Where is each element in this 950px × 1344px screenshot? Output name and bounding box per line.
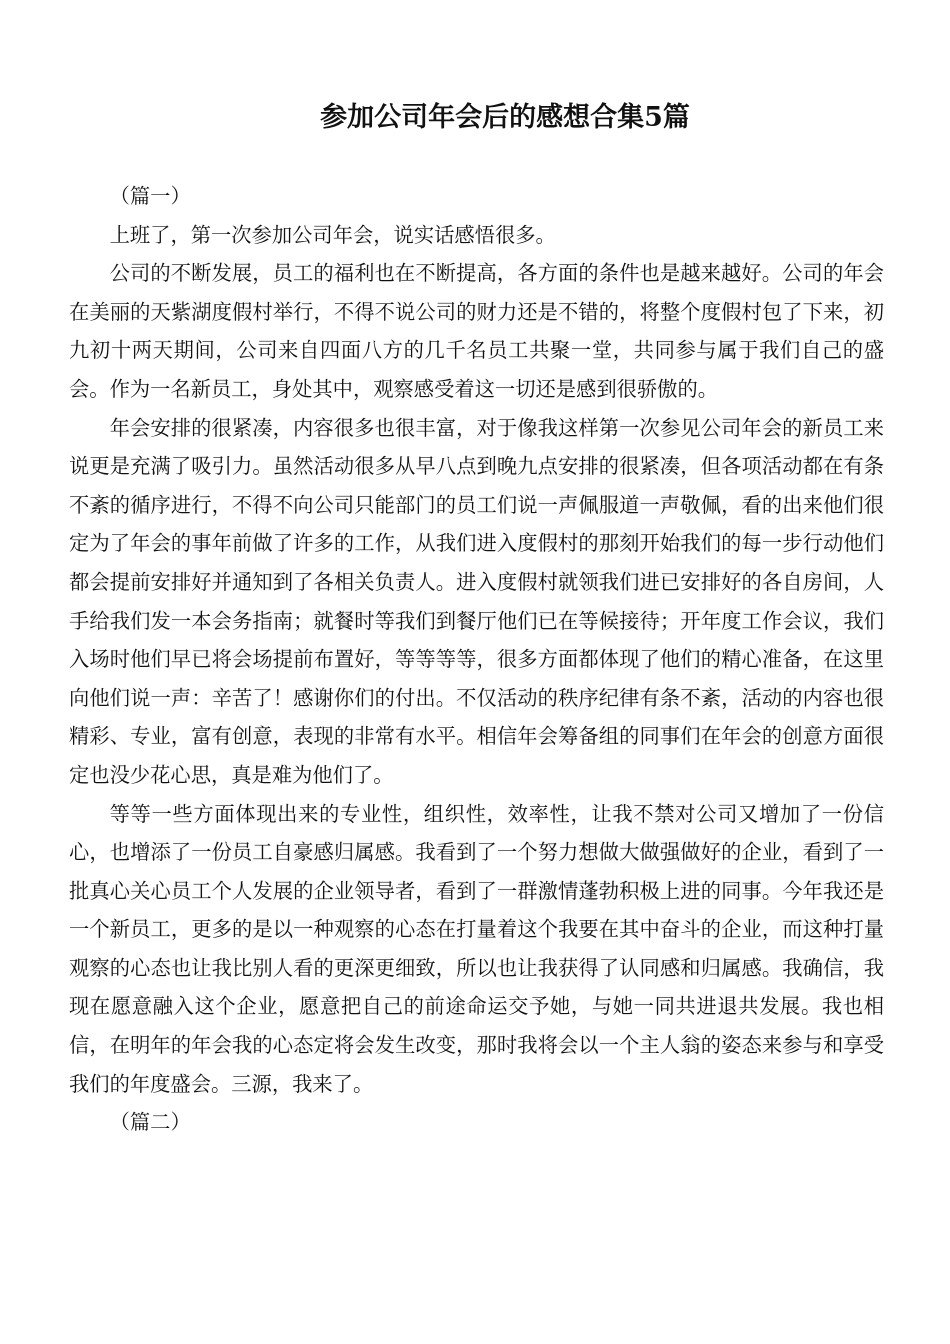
paragraph: 公司的不断发展，员工的福利也在不断提高，各方面的条件也是越来越好。公司的年会在美丽的天紫湖度假村举行，不得不说公司的财力还是不错的，将整个度假村包了下来，初九初十两天期间，公司来自四面八方的几千名员工共聚一堂，共同参与属于我们自己的盛会。作为一名新员工，身处其中，观察感受着这一切还是感到很骄傲的。 bbox=[69, 261, 884, 401]
paragraph: 年会安排的很紧凑，内容很多也很丰富，对于像我这样第一次参见公司年会的新员工来说更是充满了吸引力。虽然活动很多从早八点到晚九点安排的很紧凑，但各项活动都在有条不紊的循序进行，不得不向公司只能部门的员工们说一声佩服道一声敬佩，看的出来他们很定为了年会的事年前做了许多的工作，从我们进入度假村的那刻开始我们的每一步行动他们都会提前安排好并通知到了各相关负责人。进入度假村就领我们进已安排好的各自房间，人手给我们发一本会务指南；就餐时等我们到餐厅他们已在等候接待；开年度工作会议，我们入场时他们早已将会场提前布置好，等等等等，很多方面都体现了他们的精心准备，在这里向他们说一声：辛苦了！感谢你们的付出。不仅活动的秩序纪律有条不紊，活动的内容也很精彩、专业，富有创意，表现的非常有水平。相信年会筹备组的同事们在年会的创意方面很定也没少花心思，真是难为他们了。 bbox=[69, 415, 884, 787]
document-title: 参加公司年会后的感想合集5篇 bbox=[320, 102, 690, 133]
document-body bbox=[69, 177, 884, 1142]
section-label: （篇二） bbox=[109, 1110, 191, 1135]
paragraph: 上班了，第一次参加公司年会，说实话感悟很多。 bbox=[109, 222, 556, 247]
section-label: （篇一） bbox=[109, 184, 191, 208]
paragraph: 等等一些方面体现出来的专业性，组织性，效率性，让我不禁对公司又增加了一份信心，也增添了一份员工自豪感归属感。我看到了一个努力想做大做强做好的企业，看到了一批真心关心员工个人发展的企业领导者，看到了一群激情蓬勃积极上进的同事。今年我还是一个新员工，更多的是以一种观察的心态在打量着这个我要在其中奋斗的企业，而这种打量观察的心态也让我比别人看的更深更细致，所以也让我获得了认同感和归属感。我确信，我现在愿意融入这个企业，愿意把自己的前途命运交予她，与她一同共进退共发展。我也相信，在明年的年会我的心态定将会发生改变，那时我将会以一个主人翁的姿态来参与和享受我们的年度盛会。三源，我来了。 bbox=[69, 801, 884, 1096]
